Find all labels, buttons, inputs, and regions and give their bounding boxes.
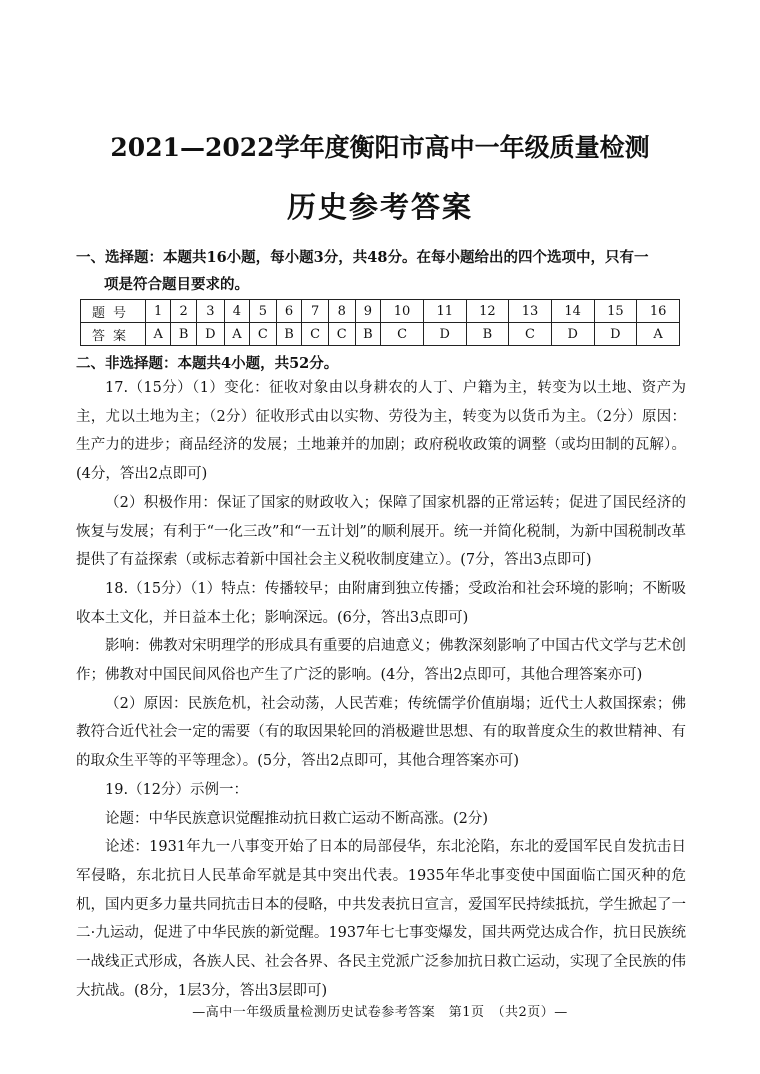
q19-thesis: 论题：中华民族意识觉醒推动抗日救亡运动不断高涨。(2分) xyxy=(105,810,489,827)
question-number: 10 xyxy=(381,300,424,323)
answer-cell: B xyxy=(171,323,197,346)
answer-cell: C xyxy=(328,323,355,346)
answer-header: 答案 xyxy=(81,323,146,346)
page-title: 2021—2022学年度衡阳市高中一年级质量检测 xyxy=(110,133,650,162)
q17-part2: （2）积极作用：保证了国家的财政收入；保障了国家机器的正常运转；促进了国民经济的恢复与发展；有利于“一化三改”和“一五计划”的顺利展开。统一并简化税制，为新中国税制改革提供了有益探索（或标志着新中国社会主义税收制度建立）。(7分，答出3点即可) xyxy=(76,494,686,569)
question-number: 1 xyxy=(146,300,171,323)
q18-part1-impact: 影响：佛教对宋明理学的形成具有重要的启迪意义；佛教深刻影响了中国古代文学与艺术创作；佛教对中国民间风俗也产生了广泛的影响。(4分，答出2点即可，其他合理答案亦可) xyxy=(76,638,686,684)
q18-part1-features: 18.（15分）（1）特点：传播较早；由附庸到独立传播；受政治和社会环境的影响；不断吸收本土文化，并日益本土化；影响深远。(6分，答出3点即可) xyxy=(76,580,686,626)
q19-heading: 19.（12分）示例一： xyxy=(105,781,249,798)
answer-cell: C xyxy=(509,323,552,346)
q18-part2: （2）原因：民族危机，社会动荡，人民苦难；传统儒学价值崩塌；近代士人救国探索；佛教符合近代社会一定的需要（有的取因果轮回的消极避世思想、有的取普度众生的救世精神、有的取众生平等的平等理念）。(5分，答出2点即可，其他合理答案亦可) xyxy=(76,695,686,770)
question-number: 2 xyxy=(171,300,197,323)
answer-cell: C xyxy=(250,323,277,346)
answer-body xyxy=(76,374,686,1005)
section-1-line-2: 项是符合题目要求的。 xyxy=(104,276,249,293)
question-number: 15 xyxy=(594,300,637,323)
answer-table xyxy=(80,299,680,346)
section-2-heading: 二、非选择题：本题共4小题，共52分。 xyxy=(76,355,339,372)
answer-table-number-row xyxy=(81,300,680,323)
answer-cell: C xyxy=(302,323,329,346)
answer-cell: B xyxy=(276,323,302,346)
answer-cell: C xyxy=(381,323,424,346)
answer-cell: D xyxy=(423,323,466,346)
section-1-heading xyxy=(76,244,691,298)
page-subtitle: 历史参考答案 xyxy=(286,190,473,224)
page-footer: —高中一年级质量检测历史试卷参考答案 第1页 （共2页）— xyxy=(192,1005,568,1020)
question-number: 14 xyxy=(551,300,594,323)
question-number: 6 xyxy=(276,300,302,323)
question-number: 9 xyxy=(355,300,381,323)
question-number: 5 xyxy=(250,300,277,323)
question-number: 4 xyxy=(224,300,249,323)
question-number: 16 xyxy=(637,300,680,323)
question-number: 12 xyxy=(466,300,509,323)
question-number: 3 xyxy=(196,300,224,323)
question-number: 13 xyxy=(509,300,552,323)
answer-cell: D xyxy=(551,323,594,346)
question-number-header: 题号 xyxy=(81,300,146,323)
answer-cell: A xyxy=(637,323,680,346)
question-number: 8 xyxy=(328,300,355,323)
answer-cell: B xyxy=(355,323,381,346)
q17-part1: 17.（15分）（1）变化：征收对象由以身耕农的人丁、户籍为主，转变为以土地、资产为主，尤以土地为主；（2分）征收形式由以实物、劳役为主，转变为以货币为主。（2分）原因：生产力的进步；商品经济的发展；土地兼并的加剧；政府税收政策的调整（或均田制的瓦解）。(4分，答出2点即可) xyxy=(76,380,686,483)
answer-cell: A xyxy=(224,323,249,346)
answer-table-answer-row xyxy=(81,323,680,346)
question-number: 11 xyxy=(423,300,466,323)
question-number: 7 xyxy=(302,300,329,323)
answer-cell: A xyxy=(146,323,171,346)
answer-cell: D xyxy=(196,323,224,346)
answer-cell: D xyxy=(594,323,637,346)
section-1-line-1: 一、选择题：本题共16小题，每小题3分，共48分。在每小题给出的四个选项中，只有一 xyxy=(76,249,649,266)
q19-argument: 论述：1931年九一八事变开始了日本的局部侵华，东北沦陷，东北的爱国军民自发抗击日军侵略，东北抗日人民革命军就是其中突出代表。1935年华北事变使中国面临亡国灭种的危机，国内更多力量共同抗击日本的侵略，中共发表抗日宣言，爱国军民持续抵抗，学生掀起了一二·九运动，促进了中华民族的新觉醒。1937年七七事变爆发，国共两党达成合作，抗日民族统一战线正式形成，各族人民、社会各界、各民主党派广泛参加抗日救亡运动，实现了全民族的伟大抗战。(8分，1层3分，答出3层即可) xyxy=(76,839,686,999)
answer-cell: B xyxy=(466,323,509,346)
